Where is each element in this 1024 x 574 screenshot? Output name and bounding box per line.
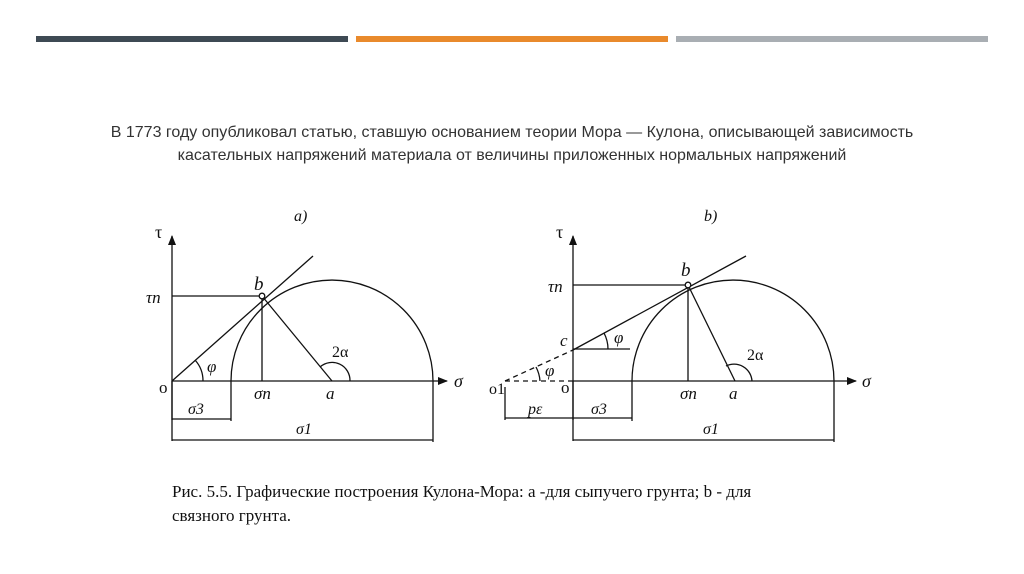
panel-b-labels xyxy=(489,208,872,438)
panel-a-tau-label: τ xyxy=(155,222,163,242)
panel-a-envelope-line xyxy=(172,256,313,381)
panel-b-tau-n-label: τn xyxy=(548,277,563,296)
panel-a-title: a) xyxy=(294,208,308,225)
panel-b-envelope-line xyxy=(573,256,746,350)
panel-b-point-b-marker xyxy=(685,282,691,288)
panel-b-alpha-arc xyxy=(726,364,752,381)
panel-a-phi-label: φ xyxy=(207,357,217,376)
panel-b-point-b-label: b xyxy=(681,260,691,281)
panel-a-point-b-label: b xyxy=(254,274,264,295)
panel-a-sigma1-label: σ1 xyxy=(296,421,312,438)
panel-b-two-alpha-label: 2α xyxy=(747,347,764,364)
panel-a-phi-arc xyxy=(195,360,203,381)
figure-caption-line-1: Рис. 5.5. Графические построения Кулона-Мора: a -для сыпучего грунта; b - для xyxy=(172,482,752,501)
panel-a-sigma-label: σ xyxy=(454,371,463,391)
panel-b-point-a-label: a xyxy=(729,384,738,403)
figure-caption xyxy=(172,480,892,528)
panel-a xyxy=(172,236,447,442)
panel-b-mohr-circle xyxy=(632,280,834,381)
panel-a-origin-label: o xyxy=(159,378,168,397)
panel-b-sigma-n-label: σn xyxy=(680,384,697,403)
panel-a-tau-n-label: τn xyxy=(146,288,161,307)
panel-b-point-c-label: c xyxy=(560,331,568,350)
panel-b-sigma3-label: σ3 xyxy=(591,401,607,418)
panel-b-origin-label: o xyxy=(561,378,570,397)
panel-a-point-a-label: a xyxy=(326,384,335,403)
panel-a-radius xyxy=(262,296,332,381)
slide-text-line-1: В 1773 году опубликовал статью, ставшую основанием теории Мора — Кулона, описывающей зависимость xyxy=(110,124,914,141)
panel-b-sigma1-label: σ1 xyxy=(703,421,719,438)
panel-b-tau-label: τ xyxy=(556,222,564,242)
panel-b-pe-label: pε xyxy=(528,401,543,418)
panel-b-title: b) xyxy=(704,208,718,225)
figure-caption-line-2: связного грунта. xyxy=(172,506,292,525)
panel-a-labels xyxy=(146,208,464,438)
slide-text-line-2: касательных напряжений материала от величины приложенных нормальных напряжений xyxy=(177,147,847,164)
panel-b-phi-upper-arc xyxy=(604,333,608,349)
panel-b-phi-lower-arc xyxy=(536,367,540,381)
panel-a-sigma-n-label: σn xyxy=(254,384,271,403)
panel-b-radius xyxy=(688,285,735,381)
panel-b-phi-upper-label: φ xyxy=(614,328,624,347)
panel-b-sigma-label: σ xyxy=(862,371,871,391)
panel-b-phi-lower-label: φ xyxy=(545,361,555,380)
panel-a-two-alpha-label: 2α xyxy=(332,344,349,361)
panel-a-sigma3-label: σ3 xyxy=(188,401,204,418)
panel-b-origin-shift-label: o1 xyxy=(489,381,505,398)
